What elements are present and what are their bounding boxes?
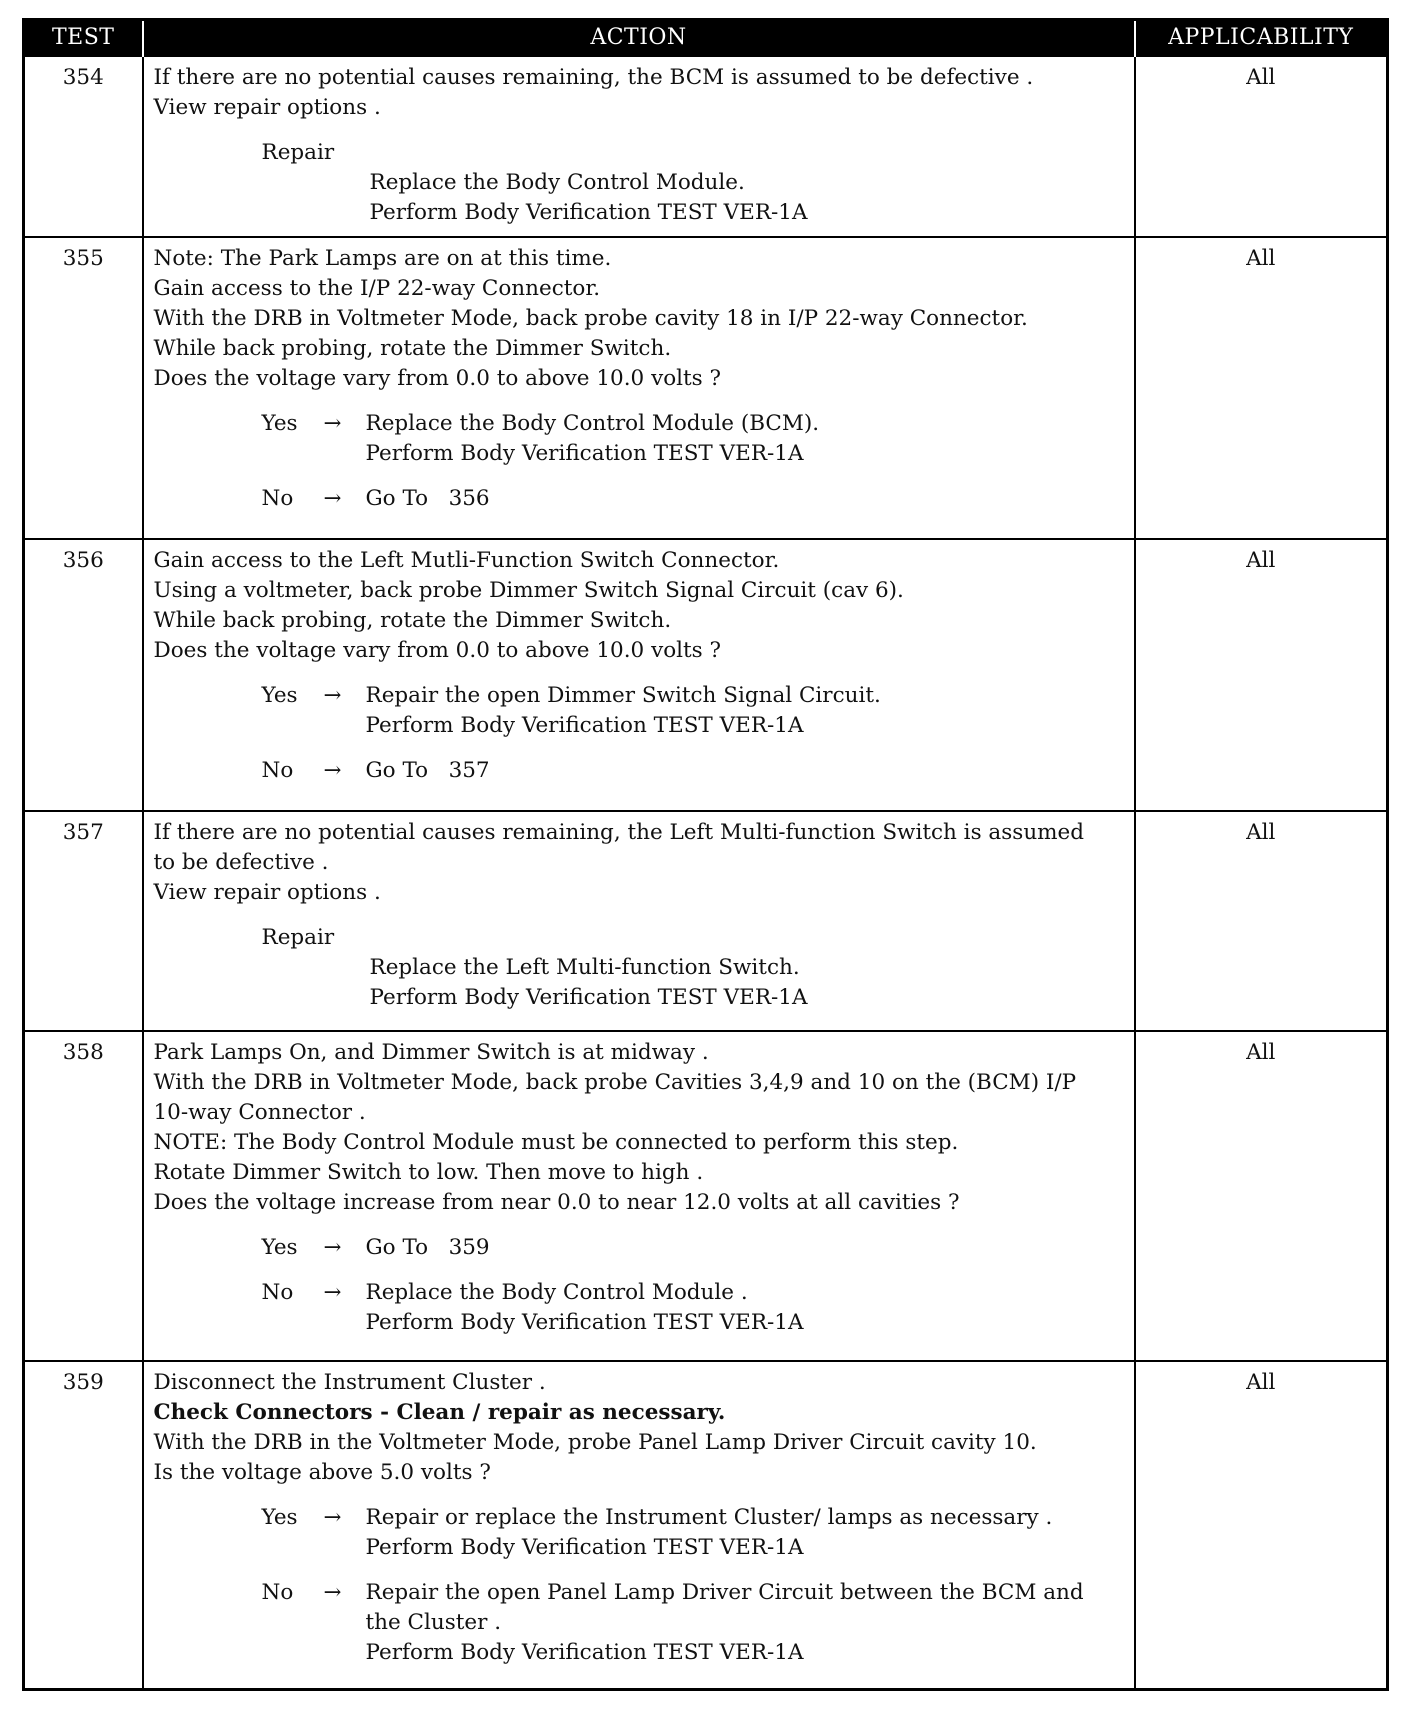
action-line: With the DRB in Voltmeter Mode, back probe Cavities 3,4,9 and 10 on the (BCM) I/P	[153, 1070, 1077, 1095]
procedure-page	[22, 18, 1386, 1706]
action-line: View repair options .	[153, 880, 381, 905]
branch-line: Repair the open Dimmer Switch Signal Circuit.	[365, 683, 881, 708]
yes-branch	[154, 681, 1126, 741]
test-number: 357	[24, 811, 143, 1031]
branch-line: Replace the Body Control Module .	[365, 1280, 748, 1305]
branch-line: Repair the open Panel Lamp Driver Circuit between the BCM and	[365, 1580, 1084, 1605]
arrow-icon: →	[323, 411, 342, 436]
go-to-link[interactable]: Go To 359	[365, 1235, 490, 1260]
action-line: If there are no potential causes remaining, the Left Multi-function Switch is assumed	[153, 820, 1085, 845]
repair-line: Perform Body Verification TEST VER-1A	[369, 985, 808, 1010]
action-cell	[143, 539, 1135, 811]
no-branch	[154, 756, 1126, 786]
go-to-link[interactable]: Go To 356	[365, 486, 490, 511]
action-line: With the DRB in the Voltmeter Mode, probe Panel Lamp Driver Circuit cavity 10.	[153, 1430, 1037, 1455]
action-line: Does the voltage increase from near 0.0 to near 12.0 volts at all cavities ?	[153, 1190, 960, 1215]
header-action: ACTION	[143, 20, 1135, 57]
arrow-icon: →	[323, 758, 342, 783]
branch-line: the Cluster .	[365, 1610, 502, 1635]
action-line: Does the voltage vary from 0.0 to above 10.0 volts ?	[153, 638, 722, 663]
test-row-356	[24, 539, 1388, 811]
action-line: Is the voltage above 5.0 volts ?	[153, 1460, 491, 1485]
no-label: No	[261, 1280, 294, 1305]
table-header-row	[24, 20, 1388, 57]
action-cell	[143, 1031, 1135, 1361]
arrow-icon: →	[323, 1280, 342, 1305]
action-line: to be defective .	[153, 850, 329, 875]
action-line: Gain access to the I/P 22-way Connector.	[153, 276, 601, 301]
action-line: Rotate Dimmer Switch to low. Then move to high .	[153, 1160, 704, 1185]
applicability-value: All	[1135, 1031, 1388, 1361]
test-row-354	[24, 56, 1388, 237]
applicability-value: All	[1135, 539, 1388, 811]
action-cell	[143, 1361, 1135, 1689]
yes-label: Yes	[261, 411, 298, 436]
action-line: With the DRB in Voltmeter Mode, back probe cavity 18 in I/P 22-way Connector.	[153, 306, 1028, 331]
branch-line: Perform Body Verification TEST VER-1A	[365, 1640, 804, 1665]
applicability-value: All	[1135, 237, 1388, 539]
yes-label: Yes	[261, 1235, 298, 1260]
branch-line: Perform Body Verification TEST VER-1A	[365, 713, 804, 738]
branch-line: Perform Body Verification TEST VER-1A	[365, 1310, 804, 1335]
arrow-icon: →	[323, 683, 342, 708]
branch-line: Replace the Body Control Module (BCM).	[365, 411, 820, 436]
test-number: 355	[24, 237, 143, 539]
no-branch	[154, 1578, 1126, 1668]
repair-label: Repair	[261, 140, 335, 165]
yes-branch	[154, 1233, 1126, 1263]
test-number: 356	[24, 539, 143, 811]
yes-branch	[154, 409, 1126, 469]
repair-line: Replace the Left Multi-function Switch.	[369, 955, 800, 980]
applicability-value: All	[1135, 56, 1388, 237]
no-branch	[154, 484, 1126, 514]
branch-line: Perform Body Verification TEST VER-1A	[365, 441, 804, 466]
action-line: Note: The Park Lamps are on at this time.	[153, 246, 612, 271]
action-line: Gain access to the Left Mutli-Function Switch Connector.	[153, 548, 780, 573]
action-line: While back probing, rotate the Dimmer Switch.	[153, 336, 672, 361]
action-line: NOTE: The Body Control Module must be connected to perform this step.	[153, 1130, 959, 1155]
repair-line: Replace the Body Control Module.	[369, 170, 745, 195]
test-row-357	[24, 811, 1388, 1031]
action-cell	[143, 56, 1135, 237]
repair-label: Repair	[261, 925, 335, 950]
no-branch	[154, 1278, 1126, 1338]
no-label: No	[261, 486, 294, 511]
branch-line: Perform Body Verification TEST VER-1A	[365, 1535, 804, 1560]
action-cell	[143, 237, 1135, 539]
go-to-link[interactable]: Go To 357	[365, 758, 490, 783]
diagnostic-procedure-table	[22, 18, 1389, 1691]
repair-line: Perform Body Verification TEST VER-1A	[369, 200, 808, 225]
arrow-icon: →	[323, 1235, 342, 1260]
action-line: View repair options .	[153, 95, 381, 120]
header-applicability: APPLICABILITY	[1135, 20, 1388, 57]
applicability-value: All	[1135, 1361, 1388, 1689]
no-label: No	[261, 1580, 294, 1605]
action-line: Park Lamps On, and Dimmer Switch is at midway .	[153, 1040, 709, 1065]
action-line-emphasis: Check Connectors - Clean / repair as necessary.	[153, 1400, 726, 1425]
yes-label: Yes	[261, 683, 298, 708]
test-row-359	[24, 1361, 1388, 1689]
test-number: 359	[24, 1361, 143, 1689]
test-number: 358	[24, 1031, 143, 1361]
arrow-icon: →	[323, 1580, 342, 1605]
action-line: While back probing, rotate the Dimmer Switch.	[153, 608, 672, 633]
yes-branch	[154, 1503, 1126, 1563]
test-row-355	[24, 237, 1388, 539]
test-number: 354	[24, 56, 143, 237]
action-cell	[143, 811, 1135, 1031]
arrow-icon: →	[323, 1505, 342, 1530]
arrow-icon: →	[323, 486, 342, 511]
header-test: TEST	[24, 20, 143, 57]
yes-label: Yes	[261, 1505, 298, 1530]
action-line: Disconnect the Instrument Cluster .	[153, 1370, 546, 1395]
no-label: No	[261, 758, 294, 783]
test-row-358	[24, 1031, 1388, 1361]
action-line: Using a voltmeter, back probe Dimmer Switch Signal Circuit (cav 6).	[153, 578, 904, 603]
branch-line: Repair or replace the Instrument Cluster/ lamps as necessary .	[365, 1505, 1053, 1530]
action-line: 10-way Connector .	[153, 1100, 366, 1125]
action-line: Does the voltage vary from 0.0 to above 10.0 volts ?	[153, 366, 722, 391]
applicability-value: All	[1135, 811, 1388, 1031]
action-line: If there are no potential causes remaining, the BCM is assumed to be defective .	[153, 65, 1034, 90]
